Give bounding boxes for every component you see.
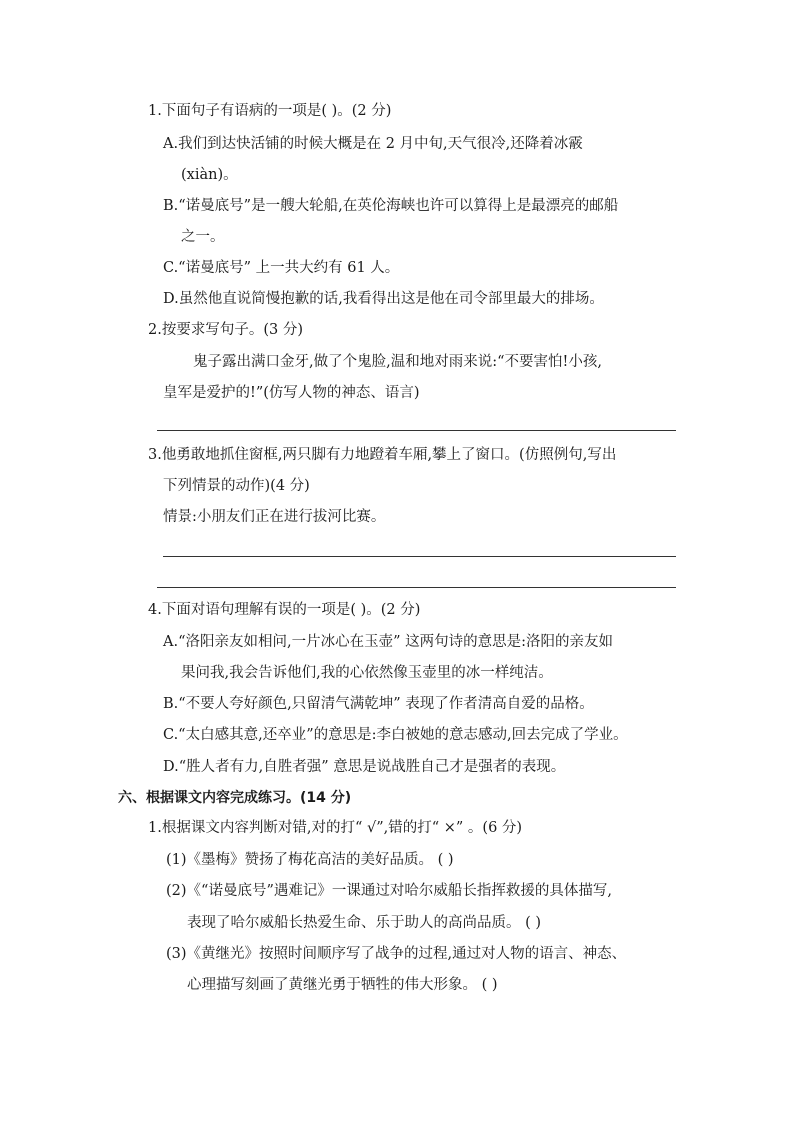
q2-sentence-line1: 鬼子露出满口金牙,做了个鬼脸,温和地对雨来说:“不要害怕!小孩,: [193, 354, 602, 370]
q3-stem-line2: 下列情景的动作)(4 分): [163, 478, 310, 494]
s6-q1-item-3-line1: (3)《黄继光》按照时间顺序写了战争的过程,通过对人物的语言、神态、: [166, 946, 627, 962]
q2-answer-line[interactable]: [157, 430, 676, 431]
q3-answer-line-1[interactable]: [163, 556, 676, 557]
q1-option-c: C.“诺曼底号” 上一共大约有 61 人。: [163, 260, 400, 276]
q4-option-a-line1: A.“洛阳亲友如相问,一片冰心在玉壶” 这两句诗的意思是:洛阳的亲友如: [163, 634, 614, 650]
q4-stem: 4.下面对语句理解有误的一项是( )。(2 分): [148, 602, 421, 618]
q4-option-a-line2: 果问我,我会告诉他们,我的心依然像玉壶里的冰一样纯洁。: [181, 665, 553, 681]
s6-q1-stem: 1.根据课文内容判断对错,对的打“ √”,错的打“ ×” 。(6 分): [148, 820, 523, 836]
q3-scene: 情景:小朋友们正在进行拔河比赛。: [163, 509, 386, 525]
q4-option-c: C.“太白感其意,还卒业”的意思是:李白被她的意志感动,回去完成了学业。: [163, 727, 628, 743]
q1-option-d: D.虽然他直说简慢抱歉的话,我看得出这是他在司令部里最大的排场。: [163, 291, 604, 307]
q3-answer-line-2[interactable]: [157, 587, 676, 588]
q1-option-a-line2: (xiàn)。: [181, 167, 238, 183]
q3-stem-line1: 3.他勇敢地抓住窗框,两只脚有力地蹬着车厢,攀上了窗口。(仿照例句,写出: [148, 447, 617, 463]
q1-stem: 1.下面句子有语病的一项是( )。(2 分): [148, 103, 392, 119]
q2-stem: 2.按要求写句子。(3 分): [148, 322, 303, 338]
s6-q1-item-1: (1)《墨梅》赞扬了梅花高洁的美好品质。 ( ): [166, 852, 454, 868]
s6-q1-item-2-line1: (2)《“诺曼底号”遇难记》一课通过对哈尔威船长指挥救援的具体描写,: [166, 883, 612, 899]
q1-option-b-line2: 之一。: [181, 229, 225, 245]
s6-q1-item-3-line2: 心理描写刻画了黄继光勇于牺牲的伟大形象。 ( ): [187, 977, 498, 993]
section-6-title: 六、根据课文内容完成练习。(14 分): [118, 790, 352, 806]
s6-q1-item-2-line2: 表现了哈尔威船长热爱生命、乐于助人的高尚品质。 ( ): [187, 915, 542, 931]
q4-option-d: D.“胜人者有力,自胜者强” 意思是说战胜自己才是强者的表现。: [163, 759, 566, 775]
q1-option-b-line1: B.“诺曼底号”是一艘大轮船,在英伦海峡也许可以算得上是最漂亮的邮船: [163, 198, 619, 214]
q2-sentence-line2: 皇军是爱护的!”(仿写人物的神态、语言): [163, 385, 420, 401]
q4-option-b: B.“不要人夸好颜色,只留清气满乾坤” 表现了作者清高自爱的品格。: [163, 696, 594, 712]
q1-option-a-line1: A.我们到达快活铺的时候大概是在 2 月中旬,天气很冷,还降着冰霰: [163, 136, 583, 152]
